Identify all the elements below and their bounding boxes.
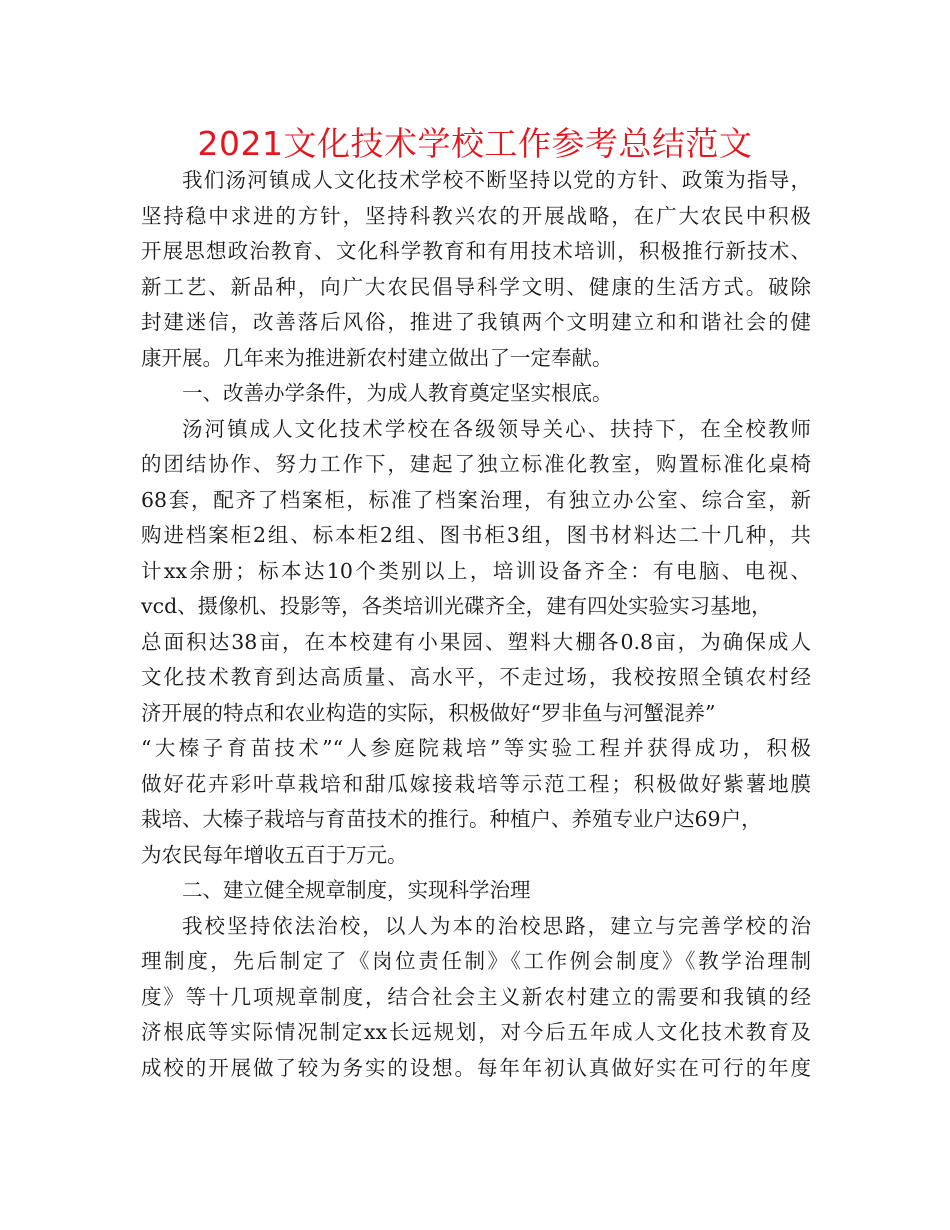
text-line: vcd、摄像机、投影等，各类培训光碟齐全，建有四处实验实习基地，: [141, 594, 772, 618]
text-line: 开展思想政治教育、文化科学教育和有用技术培训，积极推行新技术、: [141, 239, 811, 263]
text-line: “大榛子育苗技术”“人参庭院栽培”等实验工程并获得成功，积极: [141, 736, 811, 760]
text-line: 计xx余册；标本达10个类别以上，培训设备齐全：有电脑、电视、: [141, 558, 811, 583]
text-line: 购进档案柜2组、标本柜2组、图书柜3组，图书材料达二十几种，共: [141, 523, 811, 547]
text-line: 理制度，先后制定了《岗位责任制》《工作例会制度》《教学治理制: [141, 949, 811, 973]
text-line: 栽培、大榛子栽培与育苗技术的推行。种植户、养殖专业户达69户，: [141, 807, 762, 831]
text-line: 文化技术教育到达高质量、高水平，不走过场，我校按照全镇农村经: [141, 665, 811, 689]
section-heading: 二、建立健全规章制度，实现科学治理: [182, 878, 531, 902]
document-title: 2021文化技术学校工作参考总结范文: [197, 124, 753, 163]
text-line: 的团结协作、努力工作下，建起了独立标准化教室，购置标准化桌椅: [141, 452, 811, 476]
text-line: 为农民每年增收五百于万元。: [141, 842, 408, 867]
text-line: 成校的开展做了较为务实的设想。每年年初认真做好实在可行的年度: [141, 1055, 811, 1080]
text-line: 我校坚持依法治校，以人为本的治校思路，建立与完善学校的治: [182, 913, 811, 938]
text-line: 汤河镇成人文化技术学校在各级领导关心、扶持下，在全校教师: [182, 416, 811, 441]
text-line: 总面积达38亩，在本校建有小果园、塑料大棚各0.8亩，为确保成人: [141, 629, 811, 654]
text-line: 新工艺、新品种，向广大农民倡导科学文明、健康的生活方式。破除: [141, 274, 811, 299]
text-line: 济根底等实际情况制定xx长远规划，对今后五年成人文化技术教育及: [141, 1020, 811, 1044]
text-line: 度》等十几项规章制度，结合社会主义新农村建立的需要和我镇的经: [141, 984, 811, 1009]
text-line: 坚持稳中求进的方针，坚持科教兴农的开展战略，在广大农民中积极: [141, 203, 811, 228]
text-line: 封建迷信，改善落后风俗，推进了我镇两个文明建立和和谐社会的健: [141, 310, 811, 334]
text-line: 康开展。几年来为推进新农村建立做出了一定奉献。: [141, 345, 613, 370]
text-line: 68套，配齐了档案柜，标准了档案治理，有独立办公室、综合室，新: [141, 487, 811, 512]
section-heading: 一、改善办学条件，为成人教育奠定坚实根底。: [182, 381, 613, 405]
text-line: 济开展的特点和农业构造的实际，积极做好“罗非鱼与河蟹混养”: [141, 700, 716, 725]
text-line: 做好花卉彩叶草栽培和甜瓜嫁接栽培等示范工程；积极做好紫薯地膜: [141, 771, 811, 796]
document-body: [141, 163, 811, 1086]
text-line: 我们汤河镇成人文化技术学校不断坚持以党的方针、政策为指导，: [182, 168, 811, 192]
